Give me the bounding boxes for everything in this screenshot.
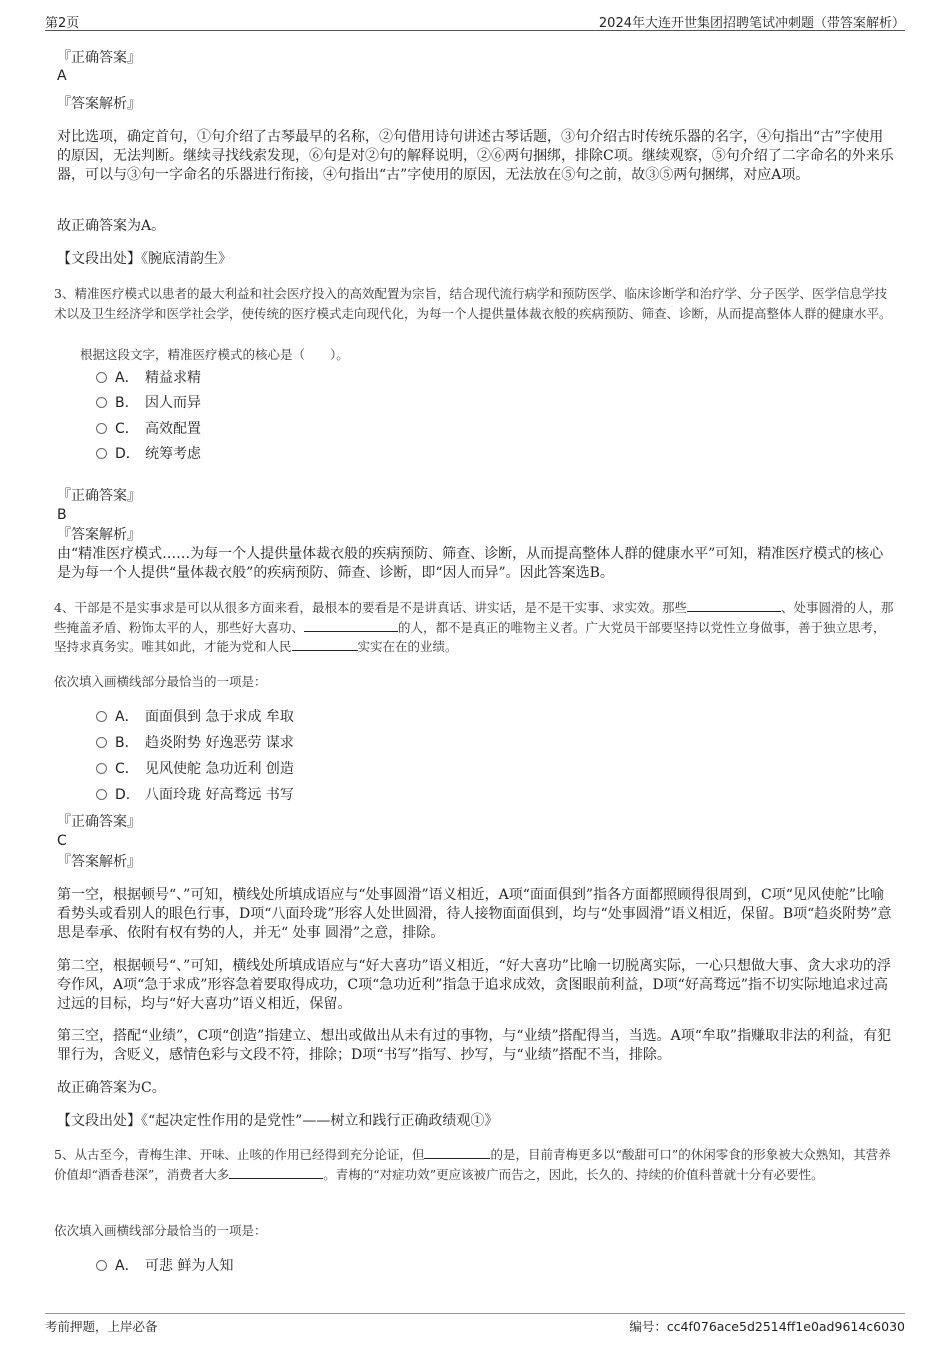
page-footer — [45, 1313, 905, 1334]
q4-question: 依次填入画横线部分最恰当的一项是： — [54, 674, 267, 689]
q4-option-d[interactable]: D． 八面玲珑 好高骛远 书写 — [96, 786, 294, 804]
q2-answer: A — [57, 68, 67, 84]
q3-question: 根据这段文字，精准医疗模式的核心是（ ）。 — [80, 347, 349, 362]
q3-stem: 3、精准医疗模式以患者的最大利益和社会医疗投入的高效配置为宗旨，结合现代流行病学和预防医学、临床诊断学和治疗学、分子医学、医学信息学技术以及卫生经济学和医学社会学，使传统的医疗模式走向现代化，为每一个人提供量体裁衣般的疾病预防、筛查、诊断，从而提高整体人群的健康水平。 — [54, 286, 892, 321]
q3-option-c[interactable]: C． 高效配置 — [96, 420, 201, 438]
q2-conclusion: 故正确答案为A。 — [57, 218, 166, 234]
radio-icon[interactable] — [96, 1260, 107, 1271]
radio-icon[interactable] — [96, 737, 107, 748]
q3-analysis-label: 『答案解析』 — [57, 527, 141, 543]
q4-analysis-label: 『答案解析』 — [57, 854, 141, 870]
q3-answer-label: 『正确答案』 — [57, 488, 141, 504]
q4-option-a[interactable]: A． 面面俱到 急于求成 牟取 — [96, 708, 294, 726]
q3-analysis: 由“精准医疗模式……为每一个人提供量体裁衣般的疾病预防、筛查、诊断，从而提高整体人群的健康水平”可知，精准医疗模式的核心是为每一个人提供“量体裁衣般”的疾病预防、筛查、诊断，即“因人而异”。因此答案选B。 — [57, 546, 884, 581]
q2-answer-label: 『正确答案』 — [57, 50, 141, 66]
radio-icon[interactable] — [96, 448, 107, 459]
page-number: 第2页 — [45, 16, 80, 31]
blank-2 — [229, 1166, 323, 1179]
q4-option-c[interactable]: C． 见风使舵 急功近利 创造 — [96, 760, 294, 778]
q3-answer: B — [57, 507, 67, 523]
q3-option-d[interactable]: D． 统筹考虑 — [96, 445, 201, 463]
doc-title: 2024年大连开世集团招聘笔试冲刺题（带答案解析） — [598, 16, 905, 31]
radio-icon[interactable] — [96, 763, 107, 774]
q4-answer: C — [57, 833, 67, 849]
q4-stem: 4、干部是不是实事求是可以从很多方面来看，最根本的要看是不是讲真话、讲实话，是不是干实事、求实效。那些 、处事圆滑的人，那些掩盖矛盾、粉饰太平的人，那些好大喜功、 的人，都不是真正的唯物主义者。广大党员干部要坚持以党性立身做事，善于独立思考，坚持求真务实。唯其如此，才能为党和人民 实实在在的业绩。 — [54, 600, 894, 654]
q5-question: 依次填入画横线部分最恰当的一项是： — [54, 1223, 267, 1238]
blank-1 — [687, 599, 781, 612]
q2-source: 【文段出处】《腕底清韵生》 — [57, 251, 232, 267]
q2-analysis: 对比选项，确定首句，①句介绍了古琴最早的名称，②句借用诗句讲述古琴话题，③句介绍古时传统乐器的名字，④句指出“古”字使用的原因，无法判断。继续寻找线索发现，⑥句是对②句的解释说明，②⑥两句捆绑，排除C项。继续观察，⑤句介绍了二字命名的外来乐器，可以与③句一字命名的乐器进行衔接，④句指出“古”字使用的原因，无法放在⑤句之前，故③⑤两句捆绑，对应A项。 — [57, 129, 894, 183]
q4-option-b[interactable]: B． 趋炎附势 好逸恶劳 谋求 — [96, 734, 294, 752]
blank-1 — [424, 1146, 490, 1159]
q4-analysis-3: 第三空，搭配“业绩”，C项“创造”指建立、想出或做出从未有过的事物，与“业绩”搭配得当，当选。A项“牟取”指赚取非法的利益，有犯罪行为，含贬义，感情色彩与文段不符，排除；D项“书写”指写、抄写，与“业绩”搭配不当，排除。 — [57, 1028, 892, 1063]
q4-source: 【文段出处】《“起决定性作用的是党性”——树立和践行正确政绩观①》 — [57, 1113, 499, 1129]
q4-conclusion: 故正确答案为C。 — [57, 1080, 166, 1096]
q3-option-b[interactable]: B． 因人而异 — [96, 394, 201, 412]
page-header — [45, 12, 905, 31]
q4-analysis-1: 第一空，根据顿号“、”可知，横线处所填成语应与“处事圆滑”语义相近，A项“面面俱到”指各方面都照顾得很周到，C项“见风使舵”比喻看势头或看别人的眼色行事，D项“八面玲珑”形容人处世圆滑，待人接物面面俱到，均与“处事圆滑”语义相近，保留。B项“趋炎附势”意思是奉承、依附有权有势的人，并无“ 处事 圆滑”之意，排除。 — [57, 887, 892, 941]
radio-icon[interactable] — [96, 372, 107, 383]
radio-icon[interactable] — [96, 711, 107, 722]
radio-icon[interactable] — [96, 789, 107, 800]
q4-analysis-2: 第二空，根据顿号“、”可知，横线处所填成语应与“好大喜功”语义相近，“好大喜功”比喻一切脱离实际，一心只想做大事、贪大求功的浮夸作风，A项“急于求成”形容急着要取得成功，C项“急功近利”指急于追求成效，贪图眼前利益，D项“好高骛远”指不切实际地追求过高过远的目标，均与“好大喜功”语义相近，保留。 — [57, 958, 891, 1012]
blank-2 — [304, 619, 398, 632]
footer-slogan: 考前押题，上岸必备 — [45, 1319, 158, 1334]
q2-analysis-label: 『答案解析』 — [57, 96, 141, 112]
radio-icon[interactable] — [96, 423, 107, 434]
q4-answer-label: 『正确答案』 — [57, 814, 141, 830]
footer-serial: 编号：cc4f076ace5d2514ff1e0ad9614c6030 — [629, 1319, 905, 1334]
q5-option-a[interactable]: A． 可悲 鲜为人知 — [96, 1257, 233, 1275]
q3-option-a[interactable]: A． 精益求精 — [96, 369, 201, 387]
blank-3 — [292, 638, 358, 651]
radio-icon[interactable] — [96, 397, 107, 408]
q5-stem: 5、从古至今，青梅生津、开味、止咳的作用已经得到充分论证，但 的是，目前青梅更多以“酸甜可口”的休闲零食的形象被大众熟知，其营养价值却“酒香巷深”，消费者大多 。青梅的“对症功效”更应该被广而告之，因此，长久的、持续的价值科普就十分有必要性。 — [54, 1147, 891, 1182]
